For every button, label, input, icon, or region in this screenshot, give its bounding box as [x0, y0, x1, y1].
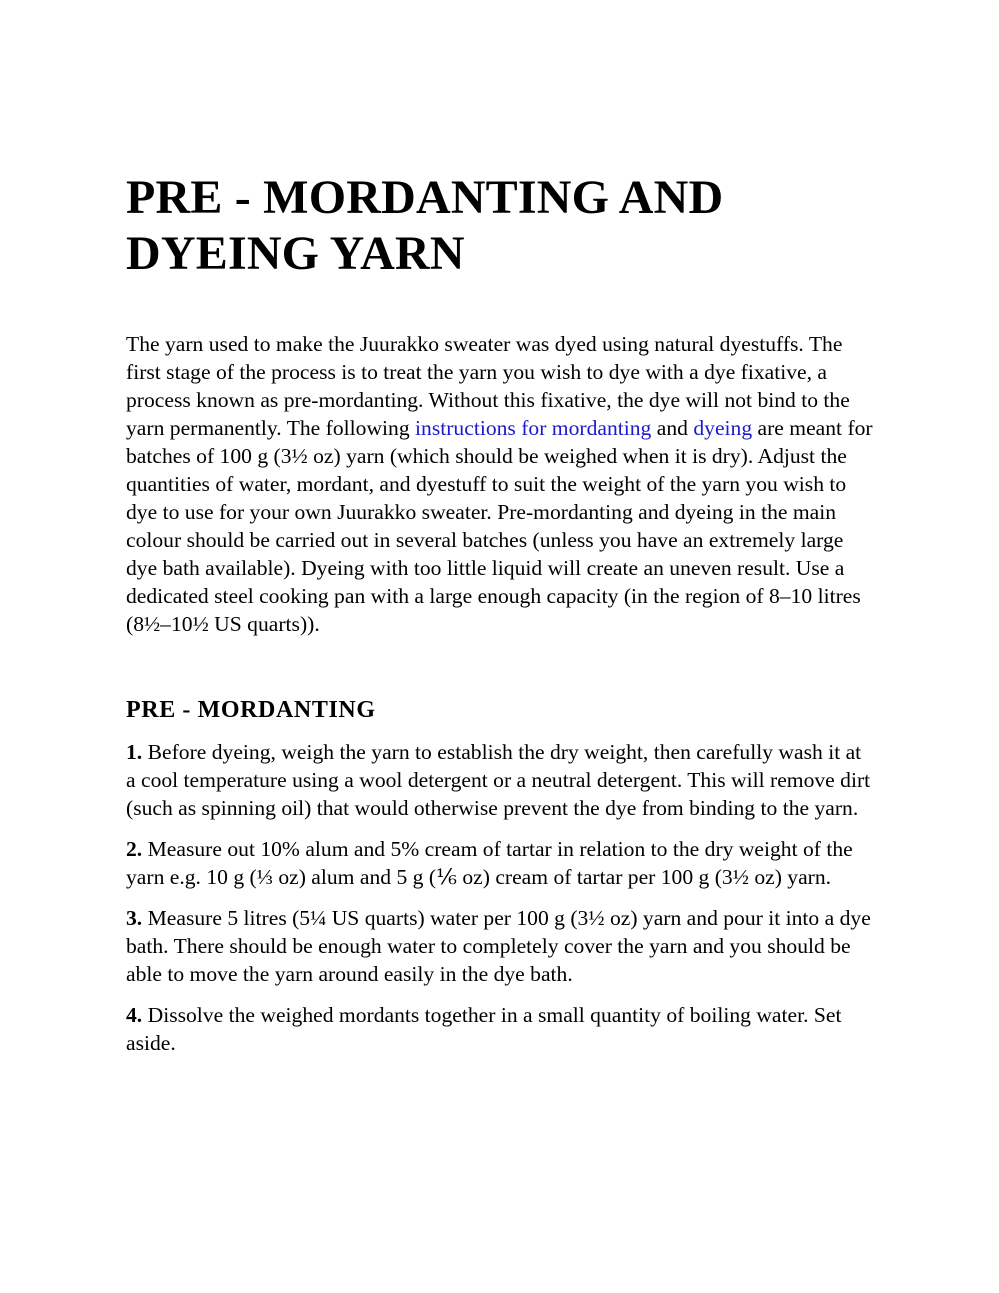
step-item: [126, 835, 876, 891]
dyeing-link[interactable]: dyeing: [693, 416, 753, 440]
step-text: Dissolve the weighed mordants together in a small quantity of boiling water. Set aside.: [126, 1003, 842, 1055]
step-item: [126, 904, 876, 988]
section-heading-pre-mordanting: PRE - MORDANTING: [126, 697, 376, 723]
step-text: Measure 5 litres (5¼ US quarts) water per 100 g (3½ oz) yarn and pour it into a dye bath. There should be enough water to completely cover the yarn and you should be able to move the yarn around easily in the dye bath.: [126, 906, 871, 986]
step-number: 1.: [126, 740, 143, 764]
step-number: 2.: [126, 837, 143, 861]
page-title: PRE - MORDANTING AND DYEING YARN: [126, 171, 724, 280]
intro-paragraph: [126, 330, 876, 638]
step-number: 4.: [126, 1003, 143, 1027]
intro-text-3: are meant for batches of 100 g (3½ oz) yarn (which should be weighed when it is dry). Adjust the quantities of water, mordant, and dyestuff to suit the weight of the yarn you wish to dye to use for your own Juurakko sweater. Pre-mordanting and dyeing in the main colour should be carried out in several batches (unless you have an extremely large dye bath available). Dyeing with too little liquid will create an uneven result. Use a dedicated steel cooking pan with a large enough capacity (in the region of 8–10 litres (8½–10½ US quarts)).: [126, 416, 873, 636]
step-text: Before dyeing, weigh the yarn to establish the dry weight, then carefully wash it at a cool temperature using a wool detergent or a neutral detergent. This will remove dirt (such as spinning oil) that would otherwise prevent the dye from binding to the yarn.: [126, 740, 871, 820]
step-number: 3.: [126, 906, 143, 930]
step-item: [126, 738, 876, 822]
step-text: Measure out 10% alum and 5% cream of tartar in relation to the dry weight of the yarn e.g. 10 g (⅓ oz) alum and 5 g (⅙ oz) cream of tartar per 100 g (3½ oz) yarn.: [126, 837, 853, 889]
steps-list: [126, 738, 876, 1070]
intro-text-2: and: [651, 416, 694, 440]
step-item: [126, 1001, 876, 1057]
mordanting-instructions-link[interactable]: instructions for mordanting: [415, 416, 652, 440]
intro-text-1: The yarn used to make the Juurakko sweater was dyed using natural dyestuffs. The first stage of the process is to treat the yarn you wish to dye with a dye fixative, a process known as pre-mordanting. Without this fixative, the dye will not bind to the yarn permanently. The following: [126, 332, 850, 440]
